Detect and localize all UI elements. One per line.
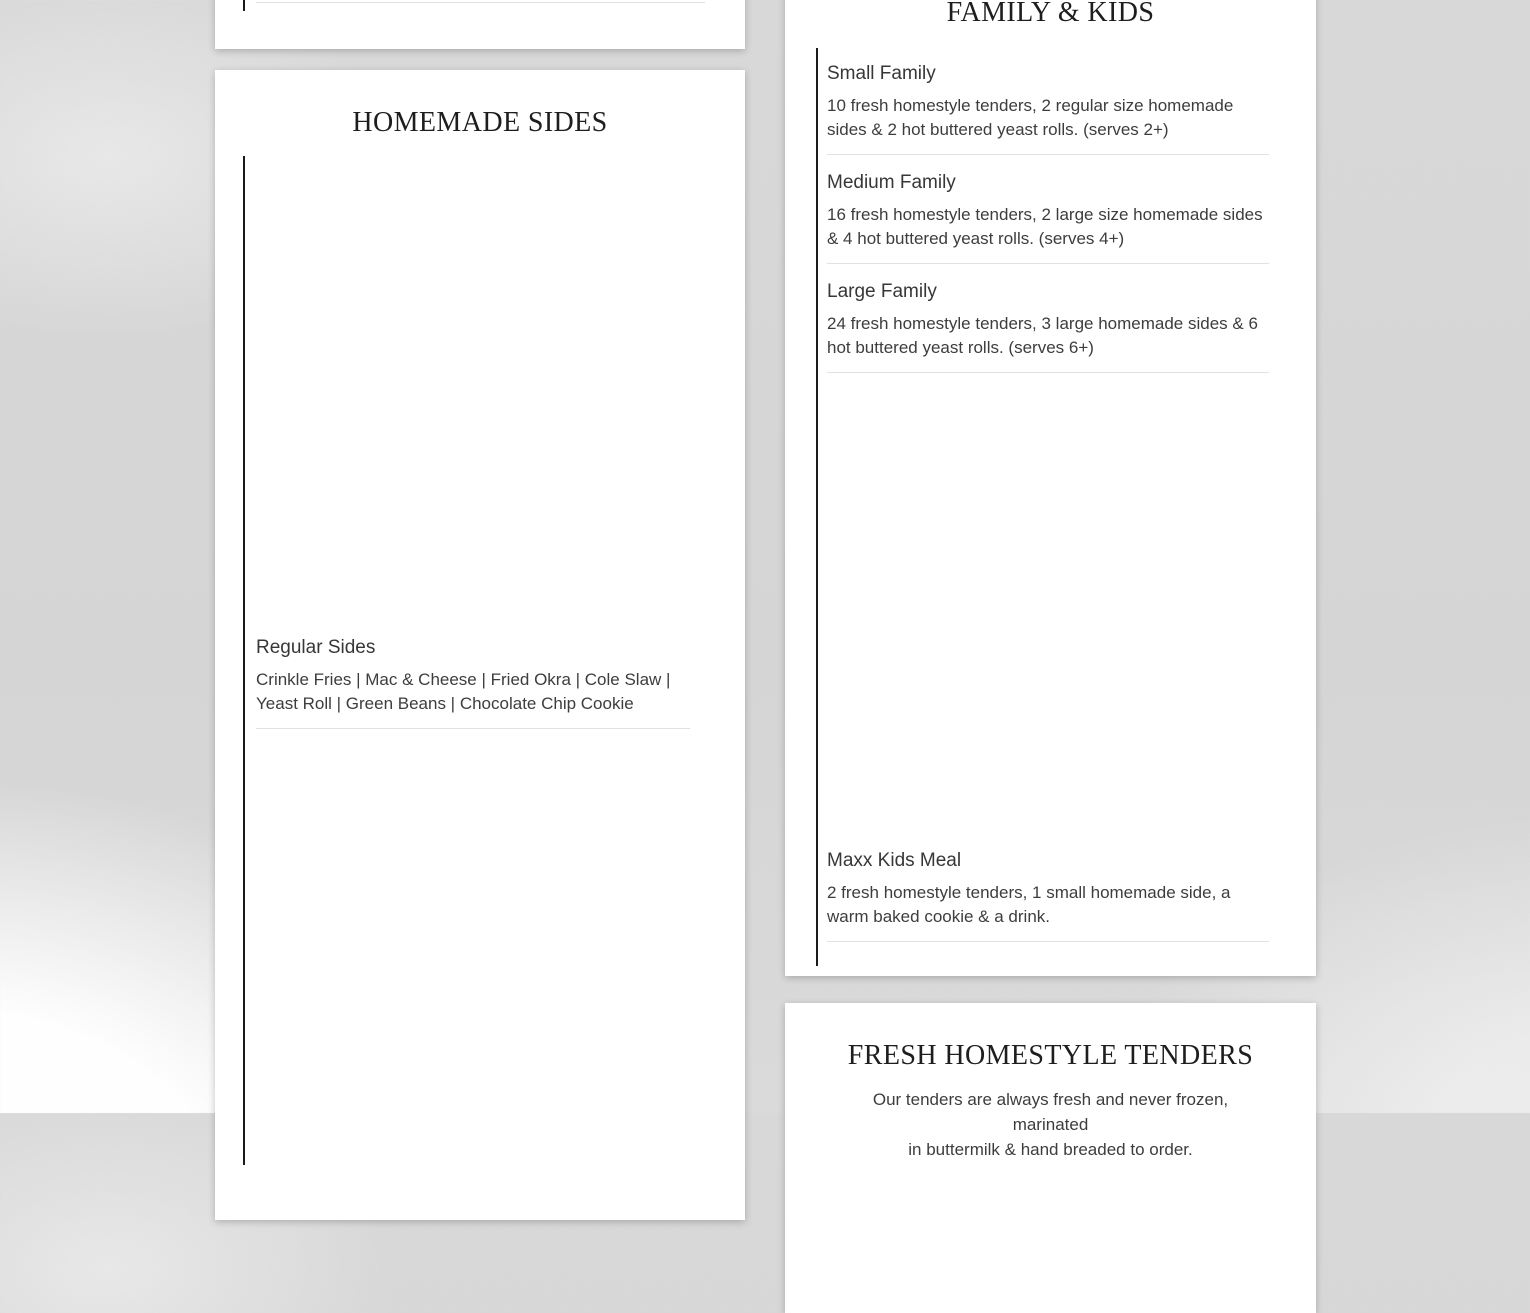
family-kids-card xyxy=(785,0,1316,976)
menu-item-divider xyxy=(827,263,1269,264)
menu-item-divider xyxy=(256,728,690,729)
menu-item-description: 24 fresh homestyle tenders, 3 large homemade sides & 6 hot buttered yeast rolls. (serves 6+) xyxy=(827,314,1258,357)
intro-line-2: in buttermilk & hand breaded to order. xyxy=(908,1140,1193,1159)
menu-item-name: Maxx Kids Meal xyxy=(827,850,962,871)
intro-line-1: Our tenders are always fresh and never frozen, marinated xyxy=(872,1090,1229,1134)
menu-item-large-family xyxy=(827,280,1269,373)
fresh-homestyle-tenders-intro xyxy=(835,1087,1267,1162)
family-kids-image-placeholder xyxy=(827,389,1269,849)
section-accent-line xyxy=(243,0,245,11)
menu-item-maxx-kids-meal xyxy=(827,849,1269,942)
menu-item-divider xyxy=(827,941,1269,942)
menu-item-name: Regular Sides xyxy=(256,637,376,658)
menu-item-medium-family xyxy=(827,171,1269,264)
menu-item-description: 10 fresh homestyle tenders, 2 regular size homemade sides & 2 hot buttered yeast rolls. (serves 2+) xyxy=(827,96,1234,139)
menu-item-description: 2 fresh homestyle tenders, 1 small homemade side, a warm baked cookie & a drink. xyxy=(827,883,1231,926)
menu-item-name: Medium Family xyxy=(827,172,956,193)
family-kids-title: FAMILY & KIDS xyxy=(946,0,1155,28)
fresh-homestyle-tenders-card xyxy=(785,1003,1316,1313)
homemade-sides-image-placeholder xyxy=(256,156,690,636)
menu-item-description: 16 fresh homestyle tenders, 2 large size homemade sides & 4 hot buttered yeast rolls. (serves 4+) xyxy=(827,205,1263,248)
menu-item-small-family xyxy=(827,62,1269,155)
homemade-sides-card xyxy=(215,70,745,1220)
family-kids-section xyxy=(816,48,1269,966)
previous-menu-section-card xyxy=(215,0,745,49)
fresh-homestyle-tenders-title: FRESH HOMESTYLE TENDERS xyxy=(847,1040,1254,1071)
menu-item-divider xyxy=(256,2,705,3)
menu-item-regular-sides xyxy=(256,636,690,729)
menu-item-divider xyxy=(827,372,1269,373)
homemade-sides-section xyxy=(243,156,690,1165)
homemade-sides-title: HOMEMADE SIDES xyxy=(352,107,608,138)
menu-item-name: Large Family xyxy=(827,281,937,302)
menu-item-description: Crinkle Fries | Mac & Cheese | Fried Okra | Cole Slaw | Yeast Roll | Green Beans | Chocolate Chip Cookie xyxy=(256,670,671,713)
menu-item-divider xyxy=(827,154,1269,155)
menu-item-name: Small Family xyxy=(827,63,936,84)
